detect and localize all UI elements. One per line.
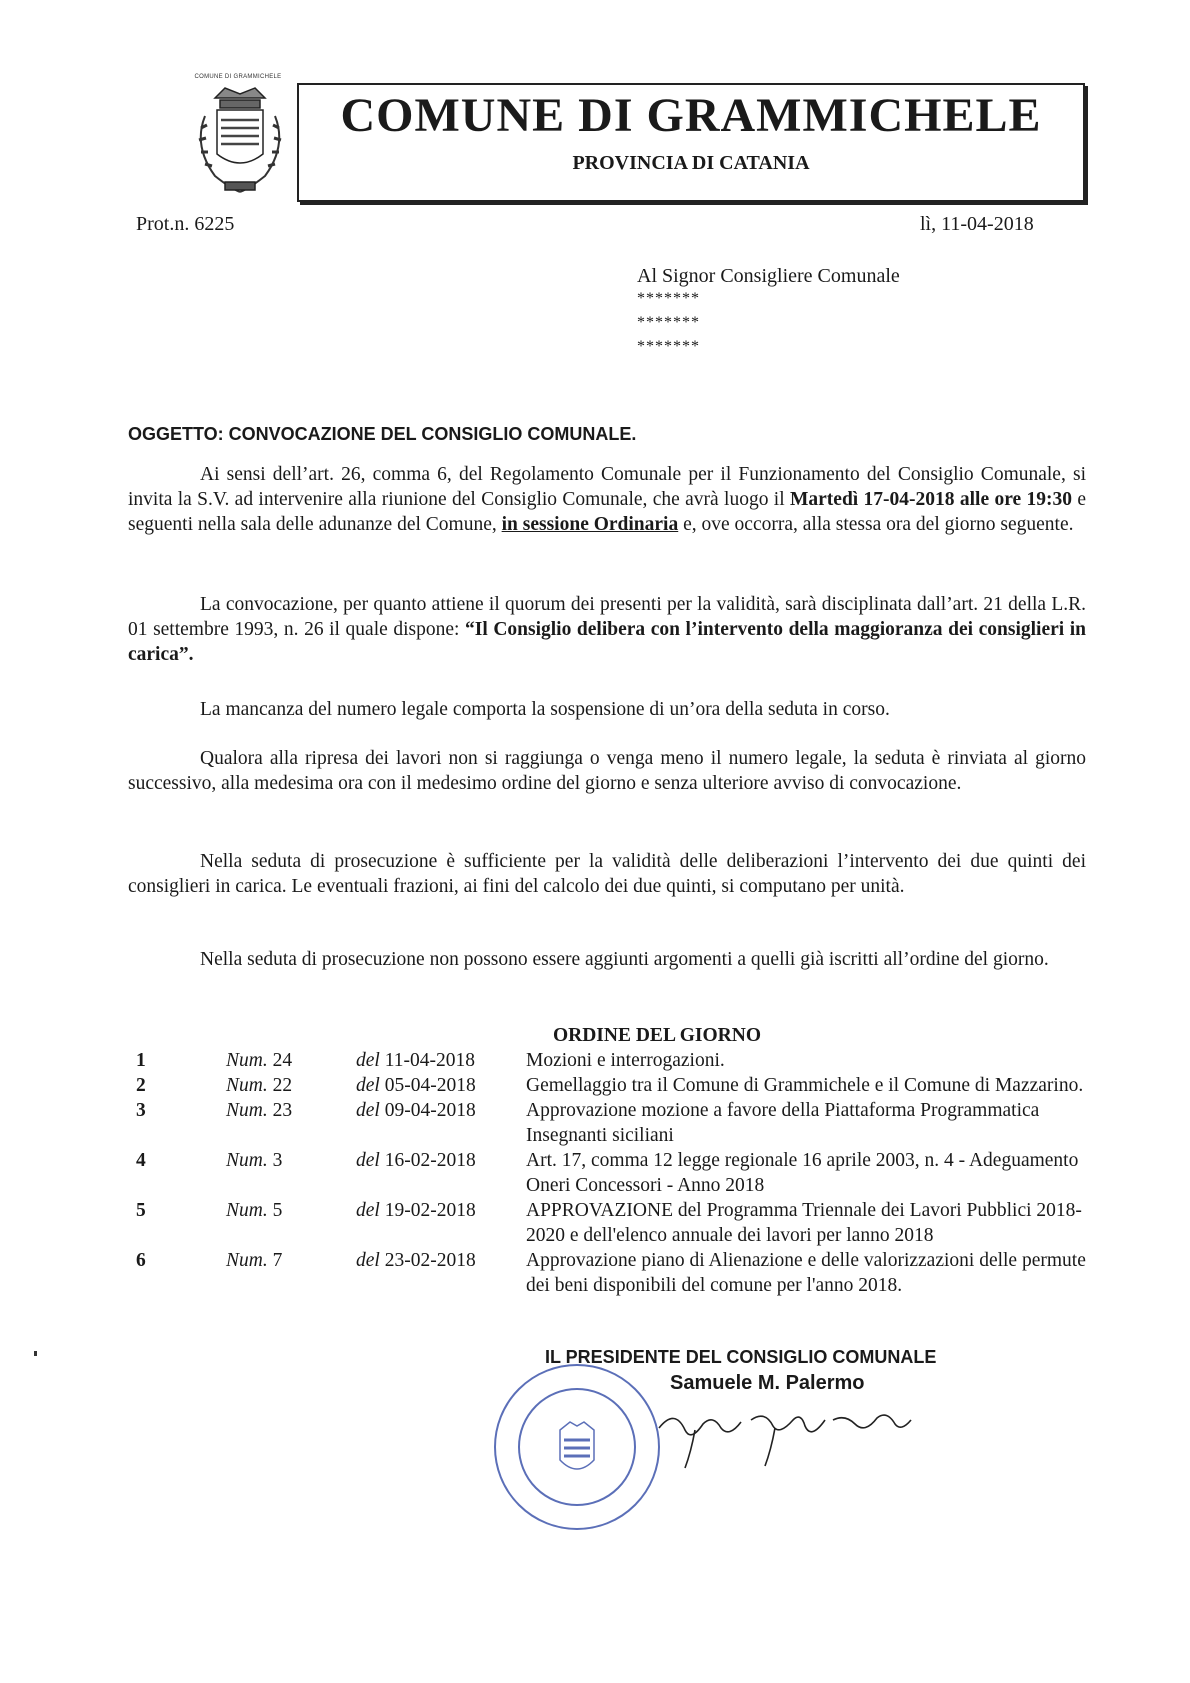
agenda-item-text: APPROVAZIONE del Programma Triennale dei Lavori Pubblici 2018-2020 e dell'elenco annuale dei lavori per lanno 2018 xyxy=(526,1200,1082,1246)
handwritten-signature xyxy=(655,1390,915,1470)
paragraph-no-additions: Nella seduta di prosecuzione non possono essere aggiunti argomenti a quelli già iscritti all’ordine del giorno. xyxy=(200,949,1049,970)
protocol-number: Prot.n. 6225 xyxy=(136,213,235,235)
signer-name: Samuele M. Palermo xyxy=(670,1372,865,1394)
agenda-row xyxy=(128,1148,1108,1198)
paragraph-quorum: La convocazione, per quanto attiene il quorum dei presenti per la validità, sarà disciplinata dall’art. 21 della L.R. 01 settembre 1993, n. 26 il quale dispone: “Il Consiglio delibera con l’intervento della maggioranza dei consiglieri in carica”. xyxy=(128,594,1087,665)
agenda-item-number: 6 xyxy=(136,1250,146,1271)
agenda-item-num: Num. 3 xyxy=(226,1150,283,1171)
agenda-item-date: del 05-04-2018 xyxy=(356,1075,476,1096)
agenda-item-num: Num. 22 xyxy=(226,1075,293,1096)
paragraph-legal-number: La mancanza del numero legale comporta la sospensione di un’ora della seduta in corso. xyxy=(200,699,890,720)
recipient-masked-2: ******* xyxy=(637,314,700,331)
agenda-item-number: 2 xyxy=(136,1075,146,1096)
agenda-row xyxy=(128,1198,1108,1248)
agenda-row xyxy=(128,1098,1108,1148)
agenda-item-date: del 16-02-2018 xyxy=(356,1150,476,1171)
agenda-item-num: Num. 5 xyxy=(226,1200,283,1221)
agenda-item-num: Num. 23 xyxy=(226,1100,293,1121)
paragraph-continuation: Nella seduta di prosecuzione è sufficiente per la validità delle deliberazioni l’intervento dei due quinti dei consiglieri in carica. Le eventuali frazioni, ai fini del calcolo dei due quinti, si computano per unità. xyxy=(128,851,1086,897)
paragraph-postponement: Qualora alla ripresa dei lavori non si raggiunga o venga meno il numero legale, la seduta è rinviata al giorno successivo, alla medesima ora con il medesimo ordine del giorno e senza ulteriore avviso di convocazione. xyxy=(128,748,1086,794)
agenda-item-text: Approvazione piano di Alienazione e delle valorizzazioni delle permute dei beni disponibili del comune per l'anno 2018. xyxy=(526,1250,1086,1296)
recipient-line: Al Signor Consigliere Comunale xyxy=(637,265,900,287)
agenda-item-text: Mozioni e interrogazioni. xyxy=(526,1050,725,1071)
agenda-item-text: Art. 17, comma 12 legge regionale 16 aprile 2003, n. 4 - Adeguamento Oneri Concessori - Anno 2018 xyxy=(526,1150,1079,1196)
agenda-item-num: Num. 24 xyxy=(226,1050,293,1071)
agenda-item-date: del 11-04-2018 xyxy=(356,1050,475,1071)
agenda-item-text: Approvazione mozione a favore della Piattaforma Programmatica Insegnanti siciliani xyxy=(526,1100,1040,1146)
municipal-seal-stamp xyxy=(490,1360,665,1535)
agenda-item-num: Num. 7 xyxy=(226,1250,283,1271)
page-subtitle: PROVINCIA DI CATANIA xyxy=(572,152,810,174)
recipient-block xyxy=(637,265,900,359)
agenda-item-date: del 09-04-2018 xyxy=(356,1100,476,1121)
agenda-item-number: 4 xyxy=(136,1150,146,1171)
agenda-table xyxy=(128,1048,1108,1298)
agenda-item-number: 3 xyxy=(136,1100,146,1121)
agenda-item-date: del 23-02-2018 xyxy=(356,1250,476,1271)
agenda-item-text: Gemellaggio tra il Comune di Grammichele e il Comune di Mazzarino. xyxy=(526,1075,1084,1096)
recipient-masked-1: ******* xyxy=(637,290,700,307)
signature-role: IL PRESIDENTE DEL CONSIGLIO COMUNALE xyxy=(545,1347,937,1367)
document-date: lì, 11-04-2018 xyxy=(920,213,1034,235)
agenda-item-number: 1 xyxy=(136,1050,146,1071)
agenda-row xyxy=(128,1048,1108,1073)
agenda-row xyxy=(128,1073,1108,1098)
page-title: COMUNE DI GRAMMICHELE xyxy=(340,89,1042,142)
paragraph-convocation: Ai sensi dell’art. 26, comma 6, del Regolamento Comunale per il Funzionamento del Consiglio Comunale, si invita la S.V. ad intervenire alla riunione del Consiglio Comunale, che avrà luogo il Martedì 17-04-2018 alle ore 19:30 e seguenti nella sala delle adunanze del Comune, in sessione Ordinaria e, ove occorra, alla stessa ora del giorno seguente. xyxy=(128,464,1087,535)
crest-caption: COMUNE DI GRAMMICHELE xyxy=(194,74,282,80)
municipal-crest-logo xyxy=(185,76,295,208)
subject-line: OGGETTO: CONVOCAZIONE DEL CONSIGLIO COMUNALE. xyxy=(128,424,637,444)
agenda-title: ORDINE DEL GIORNO xyxy=(552,1025,762,1046)
agenda-row xyxy=(128,1248,1108,1298)
margin-mark xyxy=(34,1351,37,1356)
recipient-masked-3: ******* xyxy=(637,338,700,355)
agenda-item-date: del 19-02-2018 xyxy=(356,1200,476,1221)
agenda-item-number: 5 xyxy=(136,1200,146,1221)
